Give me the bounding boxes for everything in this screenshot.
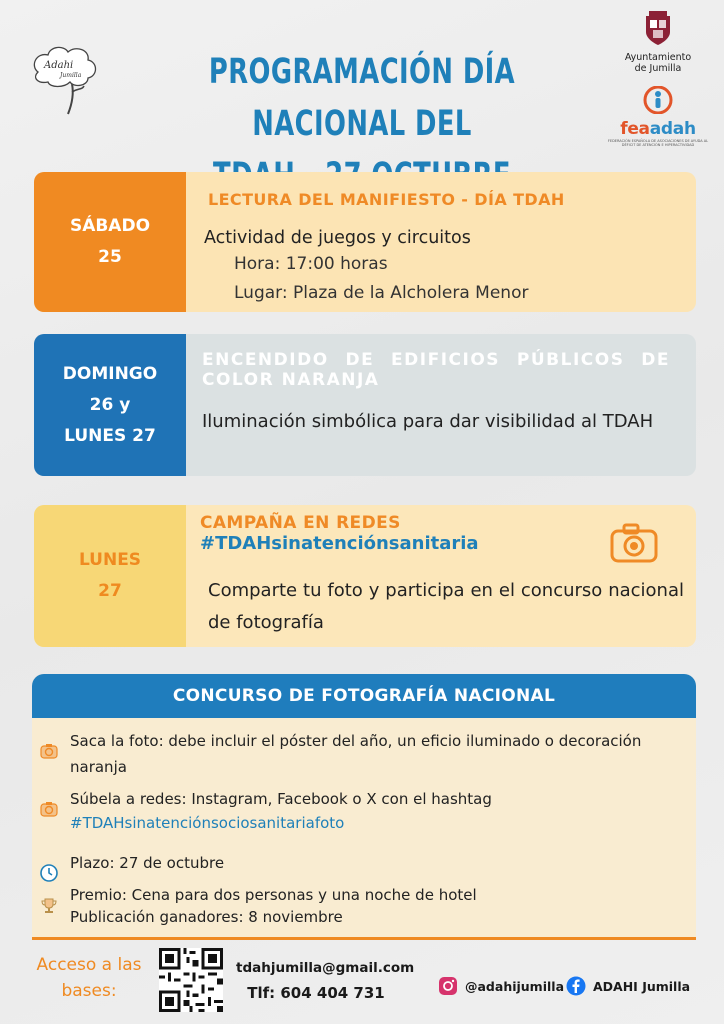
day-label-line-2: 27: [98, 581, 122, 601]
adahi-logo: [28, 42, 102, 116]
contest-item-winners: [70, 904, 343, 930]
day-label-line-1: SÁBADO: [69, 216, 151, 236]
block-time: Hora: 17:00 horas: [234, 254, 388, 274]
contest-hashtag: #TDAHsinatenciónsociosanitariafoto: [70, 814, 345, 832]
day-label-line-1: LUNES: [78, 550, 142, 570]
qr-code[interactable]: [159, 948, 223, 1012]
title-line-1: PROGRAMACIÓN DÍA NACIONAL DEL: [208, 52, 516, 144]
day-label: [34, 172, 186, 312]
contest-item-deadline: [70, 850, 224, 876]
facebook-link[interactable]: [566, 976, 690, 996]
block-content: [186, 505, 696, 647]
feaadah-name: [606, 119, 710, 139]
clock-icon: [40, 864, 58, 882]
day-label: [34, 334, 186, 476]
bases-access-label: Acceso a las bases:: [36, 955, 142, 1001]
contest-heading: CONCURSO DE FOTOGRAFÍA NACIONAL: [32, 674, 696, 718]
adahi-logo-sub: Jumilla: [60, 72, 82, 79]
camera-icon: [610, 523, 658, 563]
feaadah-suffix: adah: [649, 119, 696, 139]
block-title: LECTURA DEL MANIFIESTO - DÍA TDAH: [208, 190, 565, 209]
day-label-line-2: 25: [98, 247, 122, 267]
contest-item-hashtag: [70, 810, 344, 836]
coat-of-arms-icon: [643, 10, 673, 46]
instagram-icon: [438, 976, 458, 996]
contact-email[interactable]: tdahjumilla@gmail.com: [236, 960, 415, 976]
block-text: Comparte tu foto y participa en el concurso nacional de fotografía: [208, 580, 684, 633]
instagram-handle: @adahijumilla: [465, 978, 564, 994]
block-place: Lugar: Plaza de la Alcholera Menor: [234, 283, 529, 303]
day-label: [34, 505, 186, 647]
item-label: Premio: [70, 886, 122, 904]
item-text: : Instagram, Facebook o X con el hashtag: [181, 790, 492, 808]
contest-item-upload: [70, 786, 602, 812]
ayuntamiento-line-2: de Jumilla: [634, 63, 682, 74]
block-content: [186, 334, 696, 476]
block-content: [186, 172, 696, 312]
facebook-icon: [566, 976, 586, 996]
feaadah-subtitle: FEDERACIÓN ESPAÑOLA DE ASOCIACIONES DE AYUDA AL DÉFICIT DE ATENCIÓN E HIPERACTIVIDAD: [607, 139, 709, 147]
contact-info: [236, 960, 415, 1002]
feaadah-icon: [643, 86, 673, 114]
camera-icon: [40, 800, 58, 818]
facebook-name: ADAHI Jumilla: [593, 978, 691, 994]
block-title: CAMPAÑA EN REDES: [200, 513, 401, 533]
program-block-sunday-monday: [34, 334, 696, 476]
camera-icon: [40, 742, 58, 760]
item-text: : debe incluir el póster del año, un eficio iluminado o decoración naranja: [70, 732, 642, 776]
instagram-link[interactable]: [438, 976, 564, 996]
item-label: Plazo: [70, 854, 110, 872]
day-label-line-1: DOMINGO: [62, 363, 158, 384]
day-label-line-3: LUNES 27: [64, 425, 156, 446]
trophy-icon: [40, 897, 58, 915]
item-text: : 8 noviembre: [238, 908, 343, 926]
contest-panel: [32, 674, 696, 940]
contest-item-photo: [70, 728, 680, 780]
ayuntamiento-line-1: Ayuntamiento: [624, 52, 692, 63]
block-text: Actividad de juegos y circuitos: [204, 228, 471, 248]
block-text: Iluminación simbólica para dar visibilidad al TDAH: [202, 411, 654, 432]
item-label: Publicación ganadores: [70, 908, 239, 926]
day-label-line-2: 26 y: [89, 394, 131, 415]
contact-phone[interactable]: Tlf: 604 404 731: [247, 984, 385, 1002]
item-label: Súbela a redes: [70, 790, 182, 808]
feaadah-prefix: fea: [620, 119, 650, 139]
item-text: : 27 de octubre: [109, 854, 225, 872]
ayuntamiento-logo: [608, 10, 708, 74]
feaadah-logo: [606, 86, 710, 147]
block-title: ENCENDIDO DE EDIFICIOS PÚBLICOS DE COLOR NARANJA: [202, 350, 670, 390]
program-block-monday: [34, 505, 696, 647]
block-hashtag: #TDAHsinatenciónsanitaria: [200, 533, 479, 554]
item-text: : Cena para dos personas y una noche de hotel: [121, 886, 477, 904]
program-block-saturday: [34, 172, 696, 312]
item-label: Saca la foto: [70, 732, 159, 750]
adahi-logo-text: Adahi: [44, 60, 74, 71]
